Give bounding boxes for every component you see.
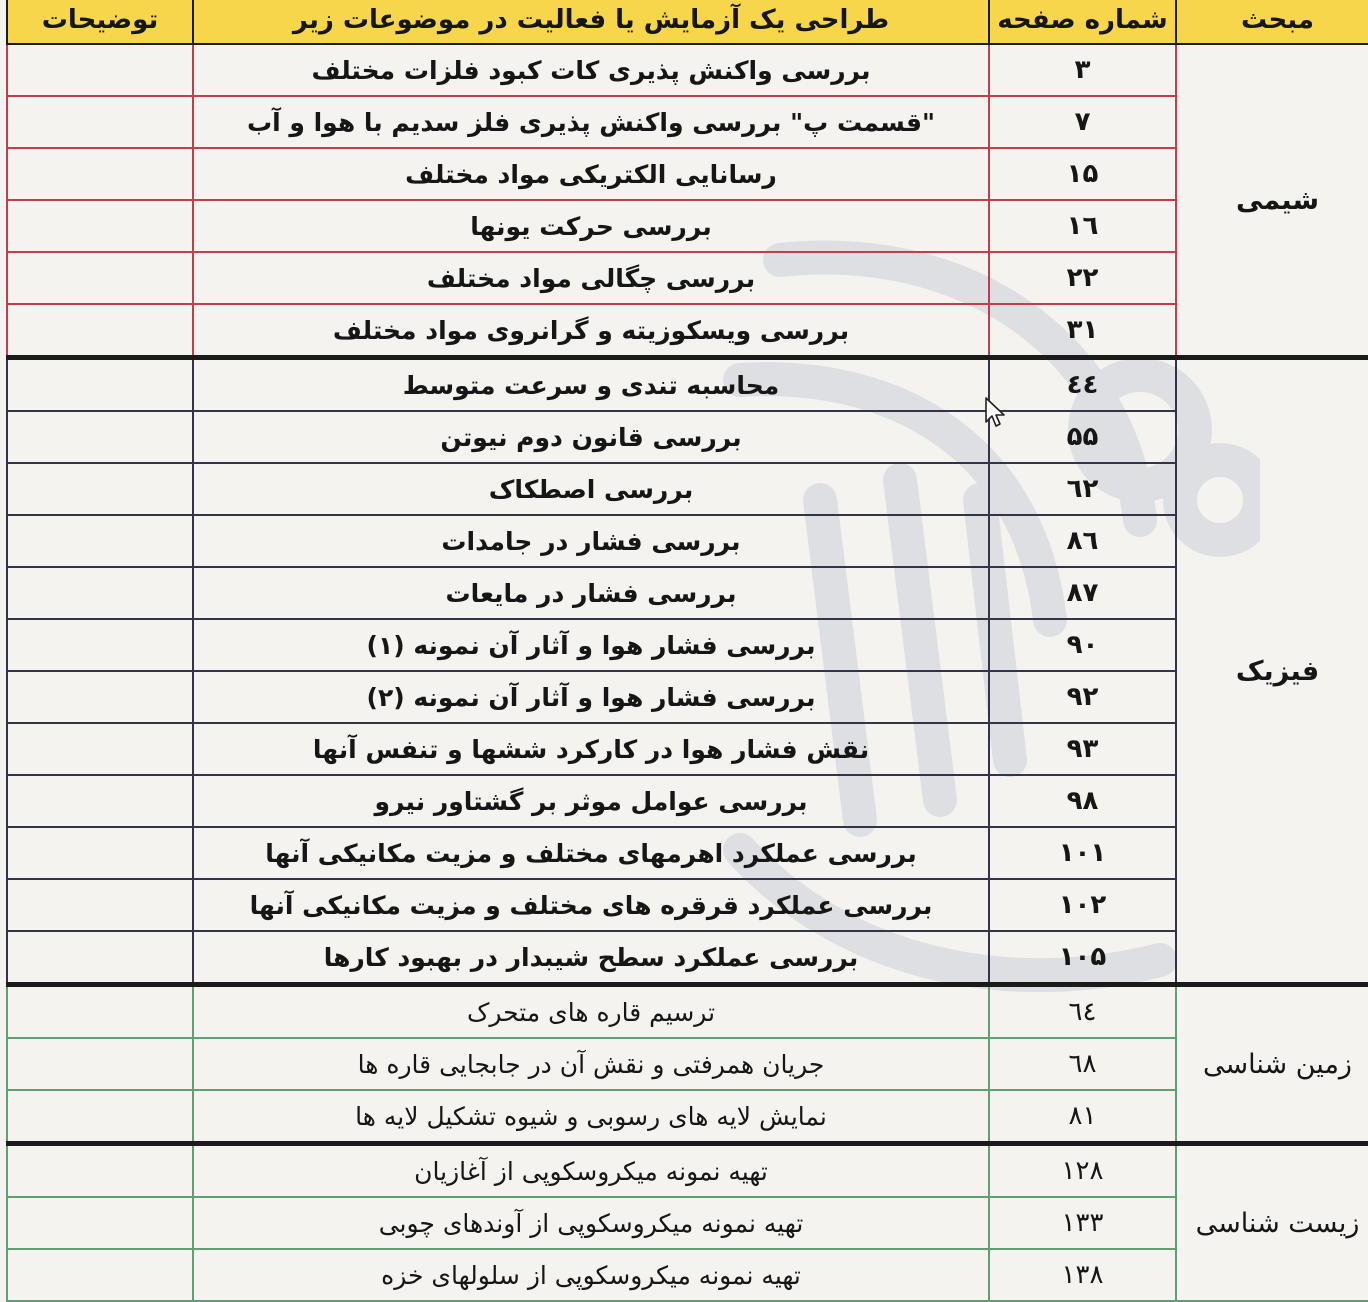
section-chemistry <box>7 44 1368 358</box>
title-cell: ترسیم قاره های متحرک <box>193 985 989 1039</box>
notes-cell <box>7 96 193 148</box>
table-row <box>7 44 1368 96</box>
title-cell: بررسی فشار هوا و آثار آن نمونه (۱) <box>193 619 989 671</box>
table-row <box>7 723 1368 775</box>
table-row <box>7 1090 1368 1144</box>
title-cell: نقش فشار هوا در کارکرد ششها و تنفس آنها <box>193 723 989 775</box>
table-row <box>7 827 1368 879</box>
table-row <box>7 671 1368 723</box>
notes-cell <box>7 1197 193 1249</box>
title-cell: بررسی فشار در جامدات <box>193 515 989 567</box>
table-row <box>7 775 1368 827</box>
header-notes: توضیحات <box>7 0 193 44</box>
topic-cell: فیزیک <box>1176 358 1368 985</box>
title-cell: تهیه نمونه میکروسکوپی از آغازیان <box>193 1144 989 1198</box>
title-cell: محاسبه تندی و سرعت متوسط <box>193 358 989 412</box>
table-row <box>7 1197 1368 1249</box>
title-cell: بررسی چگالی مواد مختلف <box>193 252 989 304</box>
table-row <box>7 411 1368 463</box>
notes-cell <box>7 827 193 879</box>
page-cell: ۱۳۳ <box>989 1197 1176 1249</box>
title-cell: بررسی حرکت یونها <box>193 200 989 252</box>
table-header-row <box>7 0 1368 44</box>
title-cell: بررسی عملکرد سطح شیبدار در بهبود کارها <box>193 931 989 985</box>
table-row <box>7 252 1368 304</box>
page-cell: ٦٤ <box>989 985 1176 1039</box>
title-cell: بررسی عملکرد قرقره های مختلف و مزیت مکانیکی آنها <box>193 879 989 931</box>
notes-cell <box>7 775 193 827</box>
notes-cell <box>7 619 193 671</box>
page-cell: ۱۰۵ <box>989 931 1176 985</box>
section-physics <box>7 358 1368 985</box>
page-cell: ٦۲ <box>989 463 1176 515</box>
page-cell: ۵۵ <box>989 411 1176 463</box>
title-cell: بررسی اصطکاک <box>193 463 989 515</box>
notes-cell <box>7 985 193 1039</box>
page-cell: ۷ <box>989 96 1176 148</box>
table-row <box>7 619 1368 671</box>
title-cell: بررسی عوامل موثر بر گشتاور نیرو <box>193 775 989 827</box>
table-row <box>7 304 1368 358</box>
notes-cell <box>7 515 193 567</box>
page-cell: ۸۱ <box>989 1090 1176 1144</box>
topic-cell: زیست شناسی <box>1176 1144 1368 1302</box>
table-row <box>7 567 1368 619</box>
notes-cell <box>7 148 193 200</box>
page-cell: ۹۸ <box>989 775 1176 827</box>
title-cell: تهیه نمونه میکروسکوپی از سلولهای خزه <box>193 1249 989 1301</box>
table-row <box>7 515 1368 567</box>
notes-cell <box>7 1038 193 1090</box>
notes-cell <box>7 1090 193 1144</box>
topic-cell: زمین شناسی <box>1176 985 1368 1144</box>
table-row <box>7 985 1368 1039</box>
page-cell: ۳ <box>989 44 1176 96</box>
table-row <box>7 200 1368 252</box>
table-row <box>7 1038 1368 1090</box>
notes-cell <box>7 879 193 931</box>
page-cell: ۸۷ <box>989 567 1176 619</box>
page-cell: ۱۰۲ <box>989 879 1176 931</box>
page-cell: ۸٦ <box>989 515 1176 567</box>
table-row <box>7 148 1368 200</box>
page-cell: ٤٤ <box>989 358 1176 412</box>
title-cell: تهیه نمونه میکروسکوپی از آوندهای چوبی <box>193 1197 989 1249</box>
table-row <box>7 463 1368 515</box>
title-cell: بررسی عملکرد اهرمهای مختلف و مزیت مکانیکی آنها <box>193 827 989 879</box>
page-cell: ٦۸ <box>989 1038 1176 1090</box>
notes-cell <box>7 567 193 619</box>
page-cell: ۹۳ <box>989 723 1176 775</box>
section-biology <box>7 1144 1368 1302</box>
header-page-number: شماره صفحه <box>989 0 1176 44</box>
header-activity-title: طراحی یک آزمایش یا فعالیت در موضوعات زیر <box>193 0 989 44</box>
notes-cell <box>7 723 193 775</box>
title-cell: بررسی واکنش پذیری کات کبود فلزات مختلف <box>193 44 989 96</box>
page-cell: ۱۵ <box>989 148 1176 200</box>
notes-cell <box>7 304 193 358</box>
mouse-pointer-icon <box>984 396 1006 430</box>
notes-cell <box>7 931 193 985</box>
table-row <box>7 358 1368 412</box>
notes-cell <box>7 411 193 463</box>
header-topic: مبحث <box>1176 0 1368 44</box>
title-cell: نمایش لایه های رسوبی و شیوه تشکیل لایه ها <box>193 1090 989 1144</box>
notes-cell <box>7 1144 193 1198</box>
page-cell: ۱۲۸ <box>989 1144 1176 1198</box>
table-row <box>7 1144 1368 1198</box>
title-cell: جریان همرفتی و نقش آن در جابجایی قاره ها <box>193 1038 989 1090</box>
page-cell: ۱۰۱ <box>989 827 1176 879</box>
section-geology <box>7 985 1368 1144</box>
page-cell: ۳۱ <box>989 304 1176 358</box>
title-cell: بررسی قانون دوم نیوتن <box>193 411 989 463</box>
title-cell: بررسی ویسکوزیته و گرانروی مواد مختلف <box>193 304 989 358</box>
topic-cell: شیمی <box>1176 44 1368 358</box>
notes-cell <box>7 463 193 515</box>
table-row <box>7 1249 1368 1301</box>
notes-cell <box>7 671 193 723</box>
page-cell: ۱٦ <box>989 200 1176 252</box>
table-row <box>7 96 1368 148</box>
title-cell: رسانایی الکتریکی مواد مختلف <box>193 148 989 200</box>
experiments-table <box>6 0 1368 1302</box>
notes-cell <box>7 44 193 96</box>
title-cell: بررسی فشار در مایعات <box>193 567 989 619</box>
notes-cell <box>7 358 193 412</box>
table-row <box>7 931 1368 985</box>
notes-cell <box>7 200 193 252</box>
title-cell: بررسی فشار هوا و آثار آن نمونه (۲) <box>193 671 989 723</box>
page-cell: ۹۰ <box>989 619 1176 671</box>
notes-cell <box>7 252 193 304</box>
page-cell: ۲۲ <box>989 252 1176 304</box>
page-cell: ۱۳۸ <box>989 1249 1176 1301</box>
page-cell: ۹۲ <box>989 671 1176 723</box>
table-row <box>7 879 1368 931</box>
notes-cell <box>7 1249 193 1301</box>
title-cell: "قسمت پ" بررسی واکنش پذیری فلز سدیم با هوا و آب <box>193 96 989 148</box>
